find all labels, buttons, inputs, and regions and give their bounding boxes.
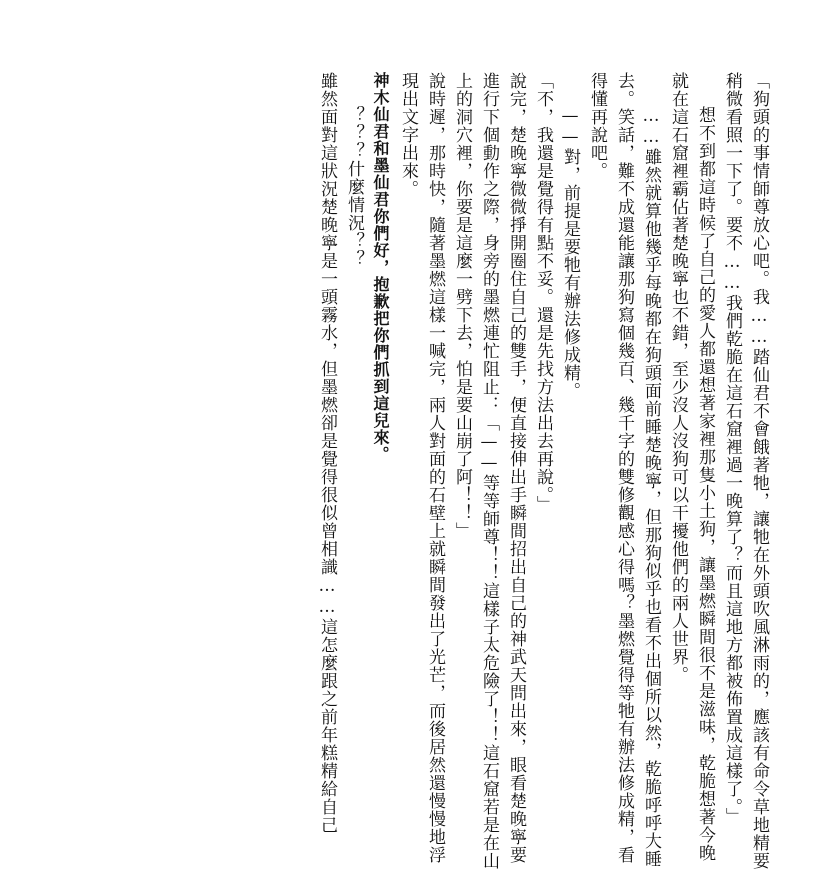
stone-wall-message: 神木仙君和墨仙君你們好，抱歉把你們抓到這兒來。 [371,72,390,463]
paragraph-5: 「不，我還是覺得有點不妥。還是先找方法出去再說。」 [533,72,553,514]
paragraph-3: ……雖然就算他幾乎每晚都在狗頭面前睡楚晚寧，但那狗似乎也看不出個所以然，乾脆呼呼大睡去。笑話，難不成還能讓那狗寫個幾百、幾千字的雙修觀感心得嗎？墨燃覺得等牠有辦法修成精，看得懂再說吧。 [587,72,661,868]
paragraph-9: ？？？什麼情況？？ [344,106,364,268]
paragraph-2: 想不到都這時候了自己的愛人都還想著家裡那隻小土狗，讓墨燃瞬間很不是滋味，乾脆想著今晚就在這石窟裡霸佔著楚晚寧也不錯，至少沒人沒狗可以干擾他們的兩人世界。 [668,72,715,862]
paragraph-10: 雖然面對這狀況楚晚寧是一頭霧水，但墨燃卻是覺得很似曾相識……這怎麼跟之前年糕精給自己 [317,72,337,834]
paragraph-6: 說完，楚晚寧微微掙開圈住自己的雙手，便直接伸出手瞬間招出自己的神武天問出來，眼看楚晚寧要進行下個動作之際，身旁的墨燃連忙阻止：「——等等師尊！！這樣子太危險了！！這石窟若是在山上的洞穴裡，你要是這麼一劈下去，怕是要山崩了阿！！」 [452,72,526,870]
vertical-text-body [42,72,772,877]
paragraph-1: 「狗頭的事情師尊放心吧。我……踏仙君不會餓著牠，讓牠在外頭吹風淋雨的，應該有命令草地精要稍微看照一下了。要不……我們乾脆在這石窟裡過一晚算了？而且這地方都被佈置成這樣了。」 [722,72,769,870]
paragraph-4: ——對，前提是要牠有辦法修成精。 [560,106,580,400]
paragraph-7: 說時遲，那時快，隨著墨燃這樣一喊完，兩人對面的石壁上就瞬間發出了光芒，而後居然還慢慢地浮現出文字出來。 [398,72,445,864]
